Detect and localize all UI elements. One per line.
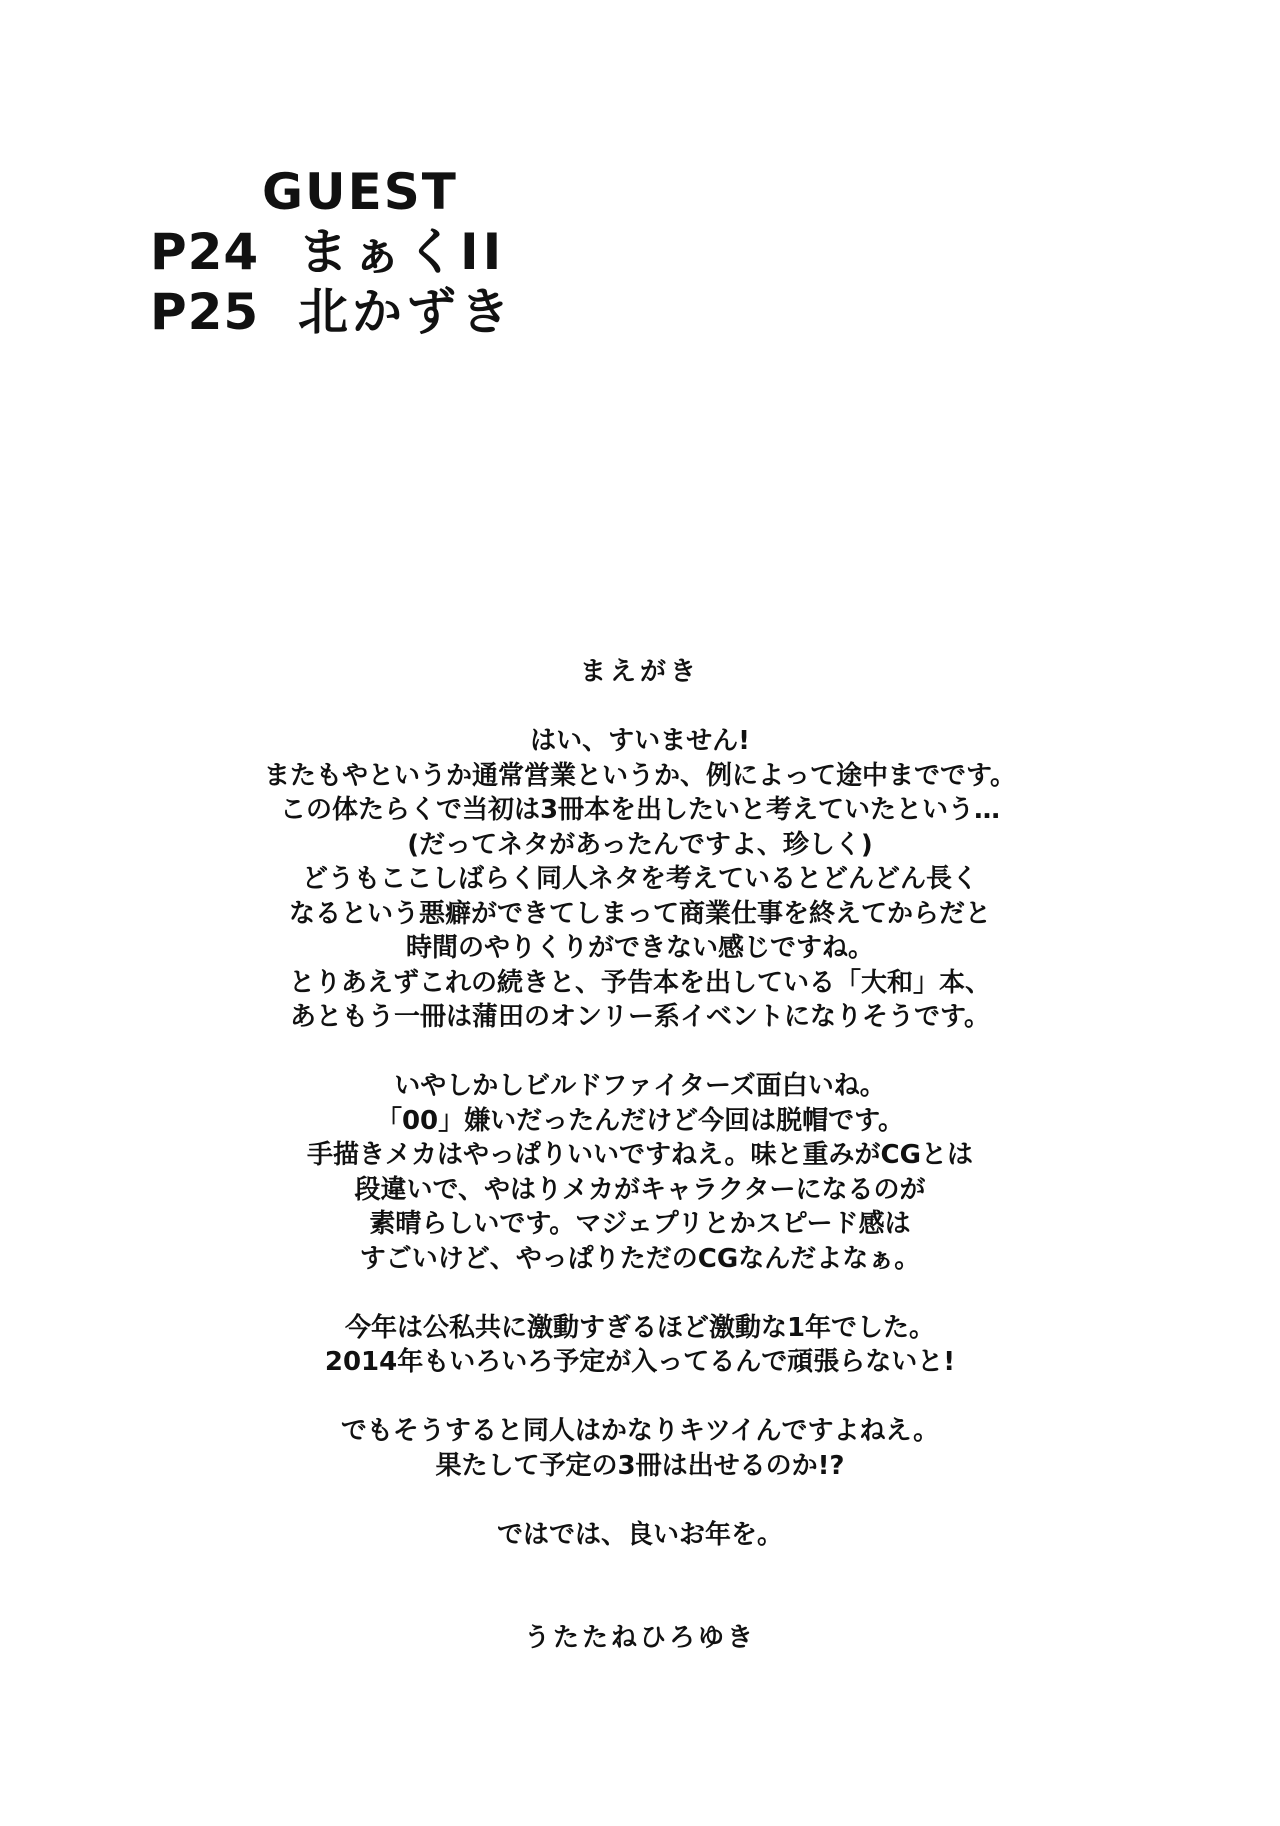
guest-heading: GUEST [262,163,458,221]
guest-artist-name: まぁくII [298,223,506,281]
text-line: あともう一冊は蒲田のオンリー系イベントになりそうです。 [290,1002,990,1032]
text-line: この体たらくで当初は3冊本を出したいと考えていたという… [279,795,1001,825]
text-line: 段違いで、やはりメカがキャラクターになるのが [354,1174,926,1205]
guest-page-number: P24 [150,223,260,281]
preface-paragraph [0,724,1280,1035]
author-name: うたたねひろゆき [523,1623,756,1653]
text-line: 素晴らしいです。マジェプリとかスピード感は [369,1209,911,1239]
preface-paragraph [0,1311,1280,1380]
preface-paragraph [0,1414,1280,1483]
guest-credits [150,162,750,342]
closing-line: ではでは、良いお年を。 [496,1519,783,1550]
text-line: すごいけど、やっぱりただのCGなんだよなぁ。 [359,1243,921,1274]
text-line: 手描きメカはやっぱりいいですねえ。味と重みがCGとは [307,1140,973,1170]
guest-page-number: P25 [150,283,260,341]
preface [0,655,1280,1656]
text-line: でもそうすると同人はかなりキツイんですよねえ。 [340,1416,940,1446]
text-line: またもやというか通常営業というか、例によって途中までです。 [264,760,1016,791]
text-line: (だってネタがあったんですよ、珍しく) [407,829,873,860]
text-line: 果たして予定の3冊は出せるのか!? [435,1450,845,1481]
text-line: 時間のやりくりができない感じですね。 [405,933,874,963]
guest-entry [150,222,750,282]
text-line: はい、すいません! [530,726,750,756]
preface-title: まえがき [579,657,700,687]
text-line: いやしかしビルドファイターズ面白いね。 [394,1071,886,1101]
guest-entry [150,282,750,342]
guest-artist-name: 北かずき [298,283,514,341]
text-line: とりあえずこれの続きと、予告本を出している「大和」本、 [288,967,991,998]
preface-paragraph [0,1069,1280,1276]
text-line: 2014年もいろいろ予定が入ってるんで頑張らないと! [324,1347,956,1377]
text-line: どうもここしばらく同人ネタを考えているとどんどん長く [301,864,978,894]
text-line: なるという悪癖ができてしまって商業仕事を終えてからだと [288,898,991,929]
text-line: 「00」嫌いだったんだけど今回は脱帽です。 [375,1105,905,1136]
text-line: 今年は公私共に激動すぎるほど激動な1年でした。 [344,1312,936,1343]
